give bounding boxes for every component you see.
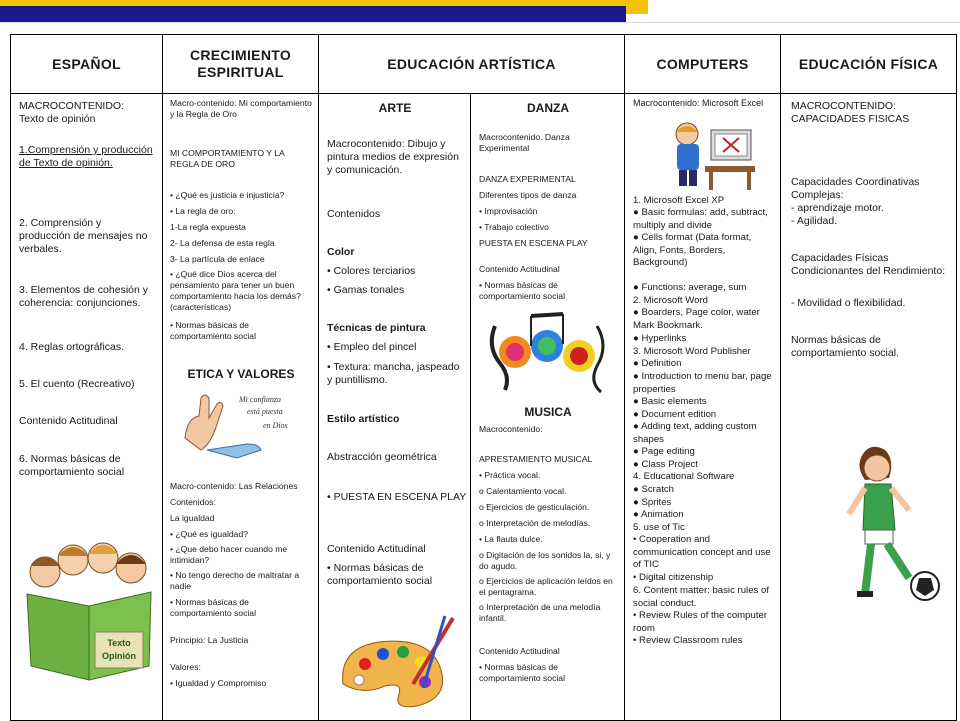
musica-title: MUSICA bbox=[524, 405, 572, 419]
musica-line: o Digitación de los sonidos la, si, y do agudo. bbox=[479, 550, 611, 571]
crec-line: 1-La regla expuesta bbox=[170, 222, 246, 232]
arte-estilo: Estilo artístico bbox=[327, 413, 400, 425]
arte-puesta: • PUESTA EN ESCENA PLAY bbox=[327, 491, 467, 503]
crec-bottom-line: • Normas básicas de comportamiento social bbox=[170, 597, 256, 618]
espanol-item: 4. Reglas ortográficas. bbox=[19, 341, 125, 353]
curriculum-table bbox=[10, 34, 957, 721]
danza-line: DANZA EXPERIMENTAL bbox=[479, 174, 576, 184]
crec-bottom-line: • No tengo derecho de maltratar a nadie bbox=[170, 570, 300, 591]
computers-line: • Review Classroom rules bbox=[633, 635, 743, 646]
header-artistica: EDUCACIÓN ARTÍSTICA bbox=[319, 35, 625, 94]
musica-line: o Interpretación de melodías. bbox=[479, 518, 591, 528]
danza-line: • Trabajo colectivo bbox=[479, 222, 549, 232]
arte-tecnicas-item: • Empleo del pincel bbox=[327, 341, 417, 353]
arte-tecnicas: Técnicas de pintura bbox=[327, 322, 426, 334]
computers-line: 3. Microsoft Word Publisher bbox=[633, 346, 751, 357]
computers-macro: Macrocontenido: Microsoft Excel bbox=[633, 98, 764, 108]
computers-line: ● Functions: average, sum bbox=[633, 282, 747, 293]
crec-bottom-line: Valores: bbox=[170, 662, 201, 672]
arte-macro: Macrocontenido: Dibujo y pintura medios de expresión y comunicación. bbox=[327, 138, 459, 176]
computers-line: ● Definition bbox=[633, 358, 682, 369]
computers-line: • Cooperation and communication concept and use of TIC bbox=[633, 534, 771, 570]
computers-line: 4. Educational Software bbox=[633, 471, 735, 482]
computers-line: ● Adding text, adding custom shapes bbox=[633, 421, 757, 445]
paint-palette-illustration bbox=[333, 614, 461, 718]
musica-line: Macrocontenido: bbox=[479, 424, 543, 434]
arte-color: Color bbox=[327, 246, 355, 258]
crec-line: 3- La partícula de enlace bbox=[170, 254, 265, 264]
hand-text: en Dios bbox=[263, 421, 288, 430]
espanol-macro-sub: Texto de opinión bbox=[19, 113, 96, 125]
arte-title: ARTE bbox=[378, 101, 412, 115]
arte-actitudinal: Contenido Actitudinal bbox=[327, 543, 426, 555]
crecimiento-cell bbox=[163, 94, 319, 721]
computers-line: • Digital citizenship bbox=[633, 572, 714, 583]
danza-line: Diferentes tipos de danza bbox=[479, 190, 577, 200]
arte-tecnicas-item: • Textura: mancha, jaspeado y puntillismo. bbox=[327, 361, 460, 386]
computers-line: ● Class Project bbox=[633, 459, 698, 470]
crec-bottom-line: La igualdad bbox=[170, 513, 215, 523]
crec-line: • ¿Qué es justicia e injusticia? bbox=[170, 190, 285, 200]
book-label: Opinión bbox=[102, 651, 136, 661]
arte-cell bbox=[319, 94, 471, 721]
espanol-item: 3. Elementos de cohesión y coherencia: conjunciones. bbox=[19, 284, 148, 309]
etica-title: ETICA Y VALORES bbox=[187, 367, 295, 381]
crec-bottom-line: • ¿Qué es igualdad? bbox=[170, 529, 249, 539]
arte-abstraccion: Abstracción geométrica bbox=[327, 451, 437, 463]
content-row bbox=[11, 94, 957, 721]
girl-playing-soccer-illustration bbox=[835, 444, 947, 604]
trust-in-god-hand-illustration bbox=[177, 388, 303, 468]
crec-bottom-line: Contenidos: bbox=[170, 497, 216, 507]
computers-line: ● Boarders, Page color, water Mark Bookmark. bbox=[633, 307, 760, 331]
danza-line: Macrocontenido. Danza Experimental bbox=[479, 132, 570, 153]
hand-text: está puesta bbox=[247, 407, 283, 416]
crec-bottom-line: • Igualdad y Compromiso bbox=[170, 678, 267, 688]
espanol-cell bbox=[11, 94, 163, 721]
computers-line: ● Document edition bbox=[633, 409, 717, 420]
fisica-line: Capacidades Coordinativas Complejas: bbox=[791, 176, 920, 201]
fisica-line: Capacidades Físicas Condicionantes del Rendimiento: bbox=[791, 252, 946, 277]
crec-line: MI COMPORTAMIENTO Y LA REGLA DE ORO bbox=[170, 148, 285, 169]
crec-line: • ¿Qué dice Dios acerca del pensamiento para tener un buen comportamiento hacia los demás? (características) bbox=[170, 269, 301, 312]
header-espanol: ESPAÑOL bbox=[11, 35, 163, 94]
danza-line: PUESTA EN ESCENA PLAY bbox=[479, 238, 588, 248]
musica-line: o Ejercicios de gesticulación. bbox=[479, 502, 590, 512]
crec-bottom-line: Principio: La Justicia bbox=[170, 635, 249, 645]
top-accent-navy bbox=[0, 6, 626, 22]
musica-line: APRESTAMIENTO MUSICAL bbox=[479, 454, 593, 464]
danza-line: Contenido Actitudinal bbox=[479, 264, 560, 274]
musica-line: o Ejercicios de aplicación leídos en el pentagrama. bbox=[479, 576, 613, 597]
book-label: Texto bbox=[107, 638, 131, 648]
musica-line: o Interpretación de una melodía infantil. bbox=[479, 602, 601, 623]
fisica-line: CAPACIDADES FISICAS bbox=[791, 113, 910, 125]
computers-line: 5. use of Tic bbox=[633, 522, 685, 533]
danza-cell bbox=[471, 94, 625, 721]
espanol-item: 1.Comprensión y producción de Texto de opinión. bbox=[19, 144, 153, 169]
arte-contenidos: Contenidos bbox=[327, 208, 381, 220]
musica-line: • Normas básicas de comportamiento social bbox=[479, 662, 565, 683]
computers-line: 2. Microsoft Word bbox=[633, 295, 709, 306]
danza-line: • Improvisación bbox=[479, 206, 538, 216]
computers-line: ● Cells format (Data format, Align, Fonts, Borders, Background) bbox=[633, 232, 752, 268]
crec-bottom-line: Macro-contenido: Las Relaciones bbox=[170, 481, 298, 491]
crec-line: • Normas básicas de comportamiento social bbox=[170, 320, 256, 341]
computers-line: 1. Microsoft Excel XP bbox=[633, 195, 725, 206]
fisica-line: - aprendizaje motor. bbox=[791, 202, 884, 214]
computers-line: ● Animation bbox=[633, 509, 684, 520]
espanol-item: 5. El cuento (Recreativo) bbox=[19, 378, 135, 390]
espanol-item: Contenido Actitudinal bbox=[19, 415, 118, 427]
computers-line: ● Scratch bbox=[633, 484, 674, 495]
computers-line: ● Sprites bbox=[633, 497, 672, 508]
fisica-line: - Movilidad o flexibilidad. bbox=[791, 297, 906, 309]
music-notes-illustration bbox=[485, 306, 613, 398]
danza-title: DANZA bbox=[527, 101, 569, 115]
header-fisica: EDUCACIÓN FÍSICA bbox=[781, 35, 957, 94]
crec-bottom-line: • ¿Que debo hacer cuando me intimidan? bbox=[170, 544, 288, 565]
arte-color-item: • Colores terciarios bbox=[327, 265, 416, 277]
computers-line: ● Basic formulas: add, subtract, multiply and divide bbox=[633, 207, 768, 231]
top-divider bbox=[0, 22, 960, 23]
musica-line: • La flauta dulce. bbox=[479, 534, 543, 544]
header-row bbox=[11, 35, 957, 94]
espanol-item: 2. Comprensión y producción de mensajes no verbales. bbox=[19, 217, 148, 255]
crec-line: Macro-contenido: Mi comportamiento y la Regla de Oro bbox=[170, 98, 312, 119]
computers-line: ● Basic elements bbox=[633, 396, 707, 407]
crec-line: 2- La defensa de esta regla bbox=[170, 238, 275, 248]
children-reading-book-illustration bbox=[23, 534, 157, 684]
fisica-line: Normas básicas de comportamiento social. bbox=[791, 334, 899, 359]
crec-line: • La regla de oro: bbox=[170, 206, 236, 216]
arte-normas: • Normas básicas de comportamiento social bbox=[327, 562, 433, 587]
computers-line: ● Introduction to menu bar, page properties bbox=[633, 371, 772, 395]
computers-line: ● Page editing bbox=[633, 446, 695, 457]
computers-line: ● Hyperlinks bbox=[633, 333, 687, 344]
musica-line: • Práctica vocal. bbox=[479, 470, 541, 480]
header-computers: COMPUTERS bbox=[625, 35, 781, 94]
arte-color-item: • Gamas tonales bbox=[327, 284, 405, 296]
header-crecimiento: CRECIMIENTO ESPIRITUAL bbox=[163, 35, 319, 94]
fisica-cell bbox=[781, 94, 957, 721]
musica-line: o Calentamiento vocal. bbox=[479, 486, 567, 496]
child-at-computer-illustration bbox=[667, 120, 759, 192]
espanol-item: 6. Normas básicas de comportamiento social bbox=[19, 453, 125, 478]
hand-text: Mi confianza bbox=[239, 395, 281, 404]
computers-line: 6. Content matter: basic rules of social conduct. bbox=[633, 585, 769, 609]
espanol-macro: MACROCONTENIDO: bbox=[19, 100, 124, 112]
fisica-line: - Agilidad. bbox=[791, 215, 838, 227]
computers-line: • Review Rules of the computer room bbox=[633, 610, 768, 634]
danza-line: • Normas básicas de comportamiento social bbox=[479, 280, 565, 301]
computers-cell bbox=[625, 94, 781, 721]
fisica-line: MACROCONTENIDO: bbox=[791, 100, 897, 112]
musica-line: Contenido Actitudinal bbox=[479, 646, 560, 656]
